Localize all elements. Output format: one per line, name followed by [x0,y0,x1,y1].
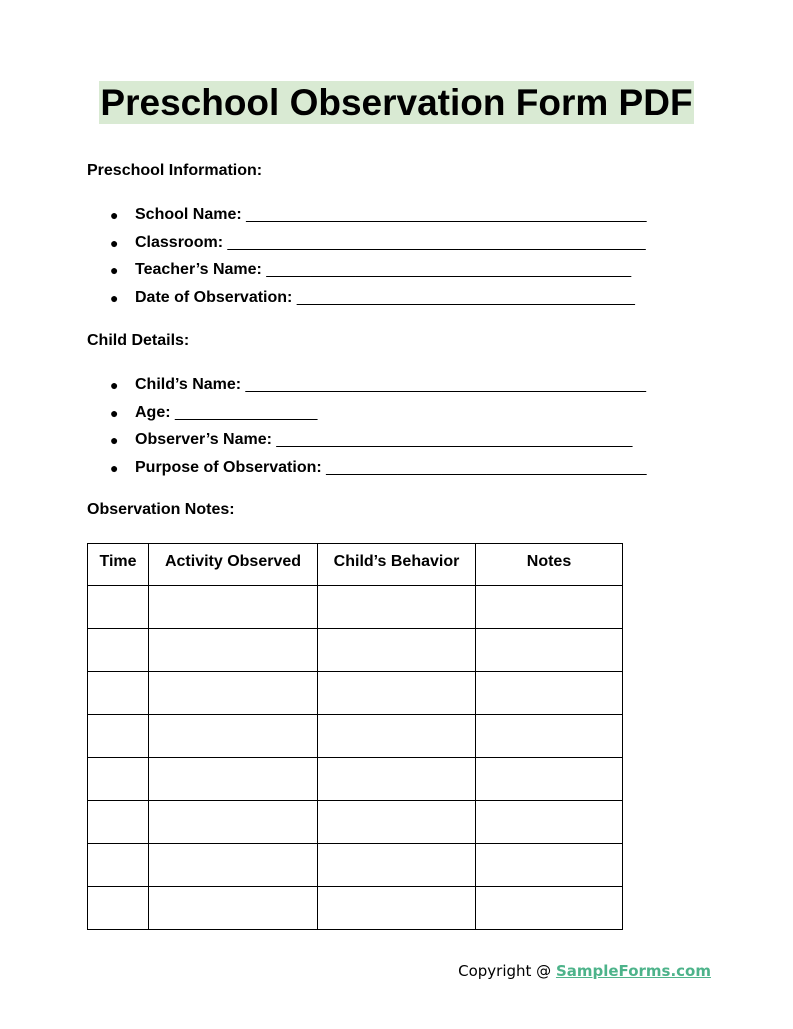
notes-cell[interactable] [476,887,623,930]
field-label: Purpose of Observation: [135,458,327,476]
notes-cell[interactable] [476,629,623,672]
bullet-icon: ● [110,262,119,279]
bullet-icon: ● [110,377,119,393]
copyright-text: Copyright @ [458,962,556,980]
time-cell[interactable] [88,801,149,844]
copyright-footer [458,961,711,981]
time-cell[interactable] [88,672,149,715]
purpose-blank[interactable]: ____________________________________ [326,458,647,476]
activity-cell[interactable] [149,672,318,715]
classroom-blank[interactable]: _______________________________________________ [227,233,646,251]
table-row [88,586,623,629]
list-item-purpose-of-observation [87,458,646,486]
table-row [88,629,623,672]
preschool-info-list [87,205,647,315]
table-row [88,844,623,887]
table-row [88,715,623,758]
child-details-list [87,375,646,485]
bullet-icon: ● [110,459,119,476]
behavior-cell[interactable] [318,586,476,629]
age-blank[interactable]: ________________ [175,403,318,421]
time-cell[interactable] [88,715,149,758]
teacher-name-blank[interactable]: _________________________________________ [266,261,632,279]
field-label: Age: [135,403,175,421]
list-item-age [87,403,646,431]
column-header-time: Time [88,544,149,586]
field-label: School Name: [135,206,247,223]
time-cell[interactable] [88,844,149,887]
bullet-icon: ● [110,207,119,223]
bullet-icon: ● [110,432,119,449]
table-row [88,672,623,715]
behavior-cell[interactable] [318,801,476,844]
observation-notes-heading: Observation Notes: [87,501,235,518]
time-cell[interactable] [88,629,149,672]
observation-table [87,543,623,930]
behavior-cell[interactable] [318,844,476,887]
child-name-blank[interactable]: _____________________________________________ [245,376,646,393]
field-label: Teacher’s Name: [135,261,267,279]
preschool-info-heading: Preschool Information: [87,162,263,179]
column-header-notes: Notes [476,544,623,586]
table-header-row [88,544,623,586]
notes-cell[interactable] [476,758,623,801]
list-item-observer-name [87,430,646,458]
bullet-icon: ● [110,289,119,306]
behavior-cell[interactable] [318,629,476,672]
field-label: Observer’s Name: [135,431,277,449]
column-header-activity: Activity Observed [149,544,318,586]
school-name-blank[interactable]: _____________________________________________ [246,206,647,223]
table-row [88,758,623,801]
activity-cell[interactable] [149,758,318,801]
table-row [88,801,623,844]
page-title: Preschool Observation Form PDF [100,82,693,123]
activity-cell[interactable] [149,629,318,672]
title-wrapper [0,81,793,124]
time-cell[interactable] [88,887,149,930]
time-cell[interactable] [88,586,149,629]
field-label: Date of Observation: [135,288,297,306]
notes-cell[interactable] [476,715,623,758]
bullet-icon: ● [110,404,119,421]
notes-cell[interactable] [476,672,623,715]
time-cell[interactable] [88,758,149,801]
list-item-teacher-name [87,260,647,288]
column-header-behavior: Child’s Behavior [318,544,476,586]
observer-name-blank[interactable]: ________________________________________ [276,431,633,449]
table-row [88,887,623,930]
activity-cell[interactable] [149,844,318,887]
date-of-observation-blank[interactable]: ______________________________________ [296,288,635,306]
sampleforms-link[interactable]: SampleForms.com [555,962,711,980]
list-item-date-of-observation [87,288,647,316]
behavior-cell[interactable] [318,715,476,758]
child-details-heading: Child Details: [87,332,190,349]
behavior-cell[interactable] [318,672,476,715]
notes-cell[interactable] [476,586,623,629]
list-item-child-name [87,375,646,403]
activity-cell[interactable] [149,715,318,758]
notes-cell[interactable] [476,801,623,844]
bullet-icon: ● [110,234,119,251]
list-item-classroom [87,233,647,261]
activity-cell[interactable] [149,586,318,629]
list-item-school-name [87,205,647,233]
activity-cell[interactable] [149,801,318,844]
notes-cell[interactable] [476,844,623,887]
activity-cell[interactable] [149,887,318,930]
behavior-cell[interactable] [318,887,476,930]
field-label: Classroom: [135,233,228,251]
field-label: Child’s Name: [135,376,246,393]
behavior-cell[interactable] [318,758,476,801]
